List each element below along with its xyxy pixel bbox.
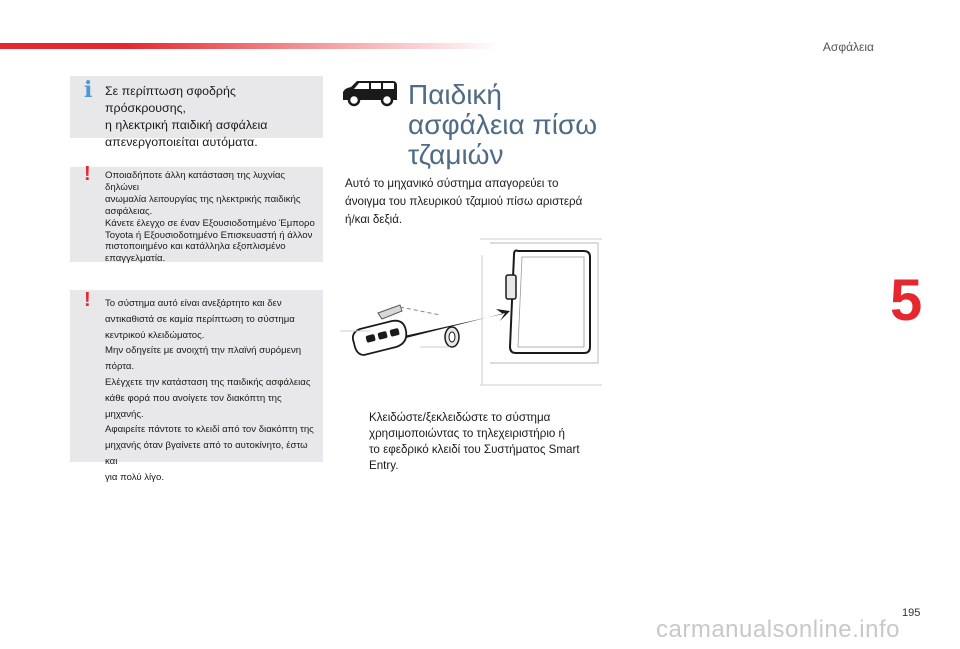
intro-line: Αυτό το μηχανικό σύστημα απαγορεύει το bbox=[345, 177, 559, 190]
heading-line: τζαμιών bbox=[408, 139, 504, 170]
intro-text bbox=[345, 175, 610, 229]
warning-box-independent-system bbox=[70, 289, 323, 483]
child-lock-illustration bbox=[340, 235, 602, 395]
warning-line: ανωμαλία λειτουργίας της ηλεκτρικής παιδικής bbox=[105, 193, 301, 205]
warning-icon: ! bbox=[84, 289, 91, 311]
page-number: 195 bbox=[902, 607, 921, 619]
warning-line: Μην οδηγείτε με ανοιχτή την πλαϊνή συρόμενη bbox=[105, 345, 302, 357]
warning-line: Ελέγχετε την κατάσταση της παιδικής ασφάλειας bbox=[105, 376, 311, 388]
warning-line: επαγγελματία. bbox=[105, 253, 166, 265]
info-line: Σε περίπτωση σφοδρής πρόσκρουσης, bbox=[105, 84, 236, 115]
info-line: η ηλεκτρική παιδική ασφάλεια bbox=[105, 118, 268, 132]
section-heading bbox=[408, 80, 597, 170]
header-accent-bar bbox=[0, 43, 500, 49]
warning-icon: ! bbox=[84, 163, 91, 185]
van-icon bbox=[339, 78, 401, 108]
warning-line: αντικαθιστά σε καμία περίπτωση το σύστημα bbox=[105, 313, 295, 325]
warning-line: κεντρικού κλειδώματος. bbox=[105, 329, 205, 341]
info-box bbox=[70, 76, 323, 149]
section-title: Ασφάλεια bbox=[822, 40, 874, 54]
bullet-text bbox=[345, 410, 605, 474]
warning-line: Οποιαδήποτε άλλη κατάσταση της λυχνίας δηλώνει bbox=[105, 170, 286, 193]
warning-line: πόρτα. bbox=[105, 361, 135, 373]
intro-line: άνοιγμα του πλευρικού τζαμιού πίσω αριστερά bbox=[345, 195, 583, 208]
warning-line: ασφάλειας. bbox=[105, 205, 153, 217]
bullet-line: χρησιμοποιώντας το τηλεχειριστήριο ή bbox=[369, 427, 566, 440]
info-line: απενεργοποιείται αυτόματα. bbox=[105, 135, 258, 149]
info-icon: i bbox=[84, 77, 93, 103]
bullet-line: το εφεδρικό κλειδί του Συστήματος Smart bbox=[369, 443, 580, 456]
instruction-bullet bbox=[345, 410, 605, 474]
intro-line: ή/και δεξιά. bbox=[345, 213, 403, 226]
chapter-number: 5 bbox=[890, 268, 923, 333]
warning-line: κάθε φορά που ανοίγετε τον διακόπτη της μηχανής. bbox=[105, 392, 282, 420]
heading-line: Παιδική bbox=[408, 79, 503, 110]
watermark: carmanualsonline.info bbox=[656, 616, 900, 643]
warning-line: Κάνετε έλεγχο σε έναν Εξουσιοδοτημένο Έμπορο bbox=[105, 217, 315, 229]
warning-line: πιστοποιημένο και κατάλληλα εξοπλισμένο bbox=[105, 241, 286, 253]
warning-box-malfunction bbox=[70, 163, 323, 265]
warning-line: Αφαιρείτε πάντοτε το κλειδί από τον διακόπτη της bbox=[105, 424, 314, 436]
warning-line: για πολύ λίγο. bbox=[105, 471, 164, 483]
warning-line: μηχανής όταν βγαίνετε από το αυτοκίνητο, έστω και bbox=[105, 440, 308, 467]
warning-line: Το σύστημα αυτό είναι ανεξάρτητο και δεν bbox=[105, 298, 282, 309]
heading-line: ασφάλεια πίσω bbox=[408, 109, 598, 140]
bullet-line: Entry. bbox=[369, 459, 399, 472]
warning-line: Toyota ή Εξουσιοδοτημένο Επισκευαστή ή άλλον bbox=[105, 229, 313, 241]
bullet-line: Κλειδώστε/ξεκλειδώστε το σύστημα bbox=[369, 411, 551, 424]
